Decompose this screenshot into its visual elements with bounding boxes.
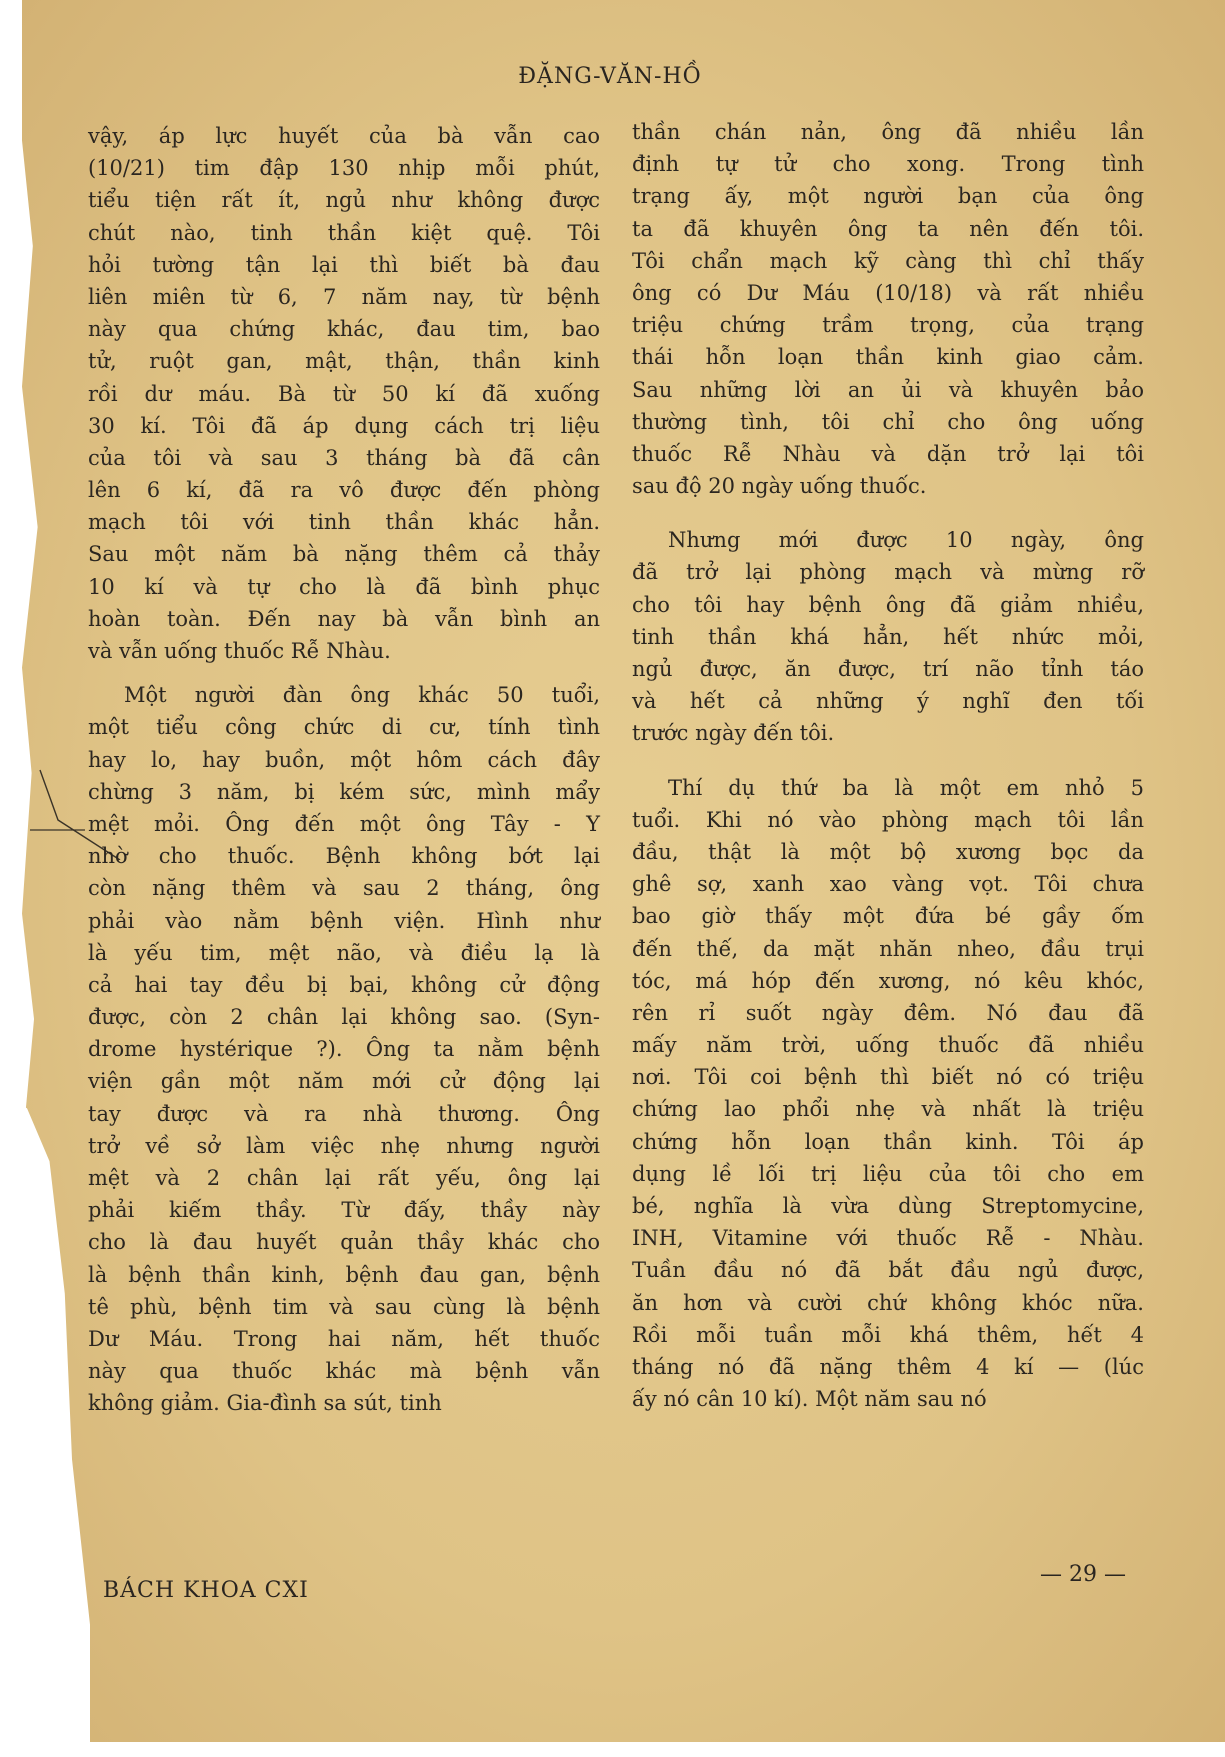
paragraph: [88, 120, 600, 667]
text-line: viện gần một năm mới cử động lại: [88, 1069, 600, 1094]
text-line: Thí dụ thứ ba là một em nhỏ 5: [668, 775, 1144, 800]
left-column: [88, 120, 600, 1420]
text-line: ghê sợ, xanh xao vàng vọt. Tôi chưa: [632, 872, 1144, 897]
right-column: [632, 116, 1144, 1415]
text-line: tinh thần khá hẳn, hết nhức mỏi,: [632, 624, 1144, 649]
paragraph: [88, 679, 600, 1419]
text-line: mấy năm trời, uống thuốc đã nhiều: [632, 1033, 1144, 1058]
text-line: ông có Dư Máu (10/18) và rất nhiều: [632, 280, 1144, 305]
text-line: Tôi chẩn mạch kỹ càng thì chỉ thấy: [632, 248, 1144, 273]
running-header: ĐẶNG-VĂN-HỒ: [518, 64, 702, 89]
text-line: INH, Vitamine với thuốc Rễ - Nhàu.: [632, 1226, 1144, 1251]
magazine-footer: BÁCH KHOA CXI: [103, 1578, 309, 1603]
text-line: Dư Máu. Trong hai năm, hết thuốc: [88, 1326, 600, 1351]
text-line: nơi. Tôi coi bệnh thì biết nó có triệu: [632, 1065, 1144, 1090]
paragraph: [632, 524, 1144, 749]
page-bottom-edge: [90, 1742, 1225, 1757]
text-line: chừng 3 năm, bị kém sức, mình mẩy: [88, 779, 600, 804]
text-line: này qua chứng khác, đau tim, bao: [88, 317, 600, 342]
text-line: một tiểu công chức di cư, tính tình: [88, 715, 600, 740]
text-line: hoàn toàn. Đến nay bà vẫn bình an: [88, 606, 600, 631]
text-line: rên rỉ suốt ngày đêm. Nó đau đã: [632, 1000, 1144, 1025]
text-line: cho là đau huyết quản thầy khác cho: [88, 1230, 600, 1255]
text-line: còn nặng thêm và sau 2 tháng, ông: [88, 876, 600, 901]
text-line: Rồi mỗi tuần mỗi khá thêm, hết 4: [632, 1322, 1144, 1347]
text-line: mạch tôi với tinh thần khác hẳn.: [88, 510, 600, 535]
text-line: chút nào, tinh thần kiệt quệ. Tôi: [88, 220, 600, 245]
text-line: dụng lề lối trị liệu của tôi cho em: [632, 1161, 1144, 1186]
paragraph: [632, 772, 1144, 1416]
text-line: đầu, thật là một bộ xương bọc da: [632, 839, 1144, 864]
text-line: thần chán nản, ông đã nhiều lần: [632, 120, 1144, 144]
text-line: không giảm. Gia-đình sa sút, tinh: [88, 1391, 442, 1416]
text-line: Sau một năm bà nặng thêm cả thảy: [88, 542, 600, 567]
text-line: ăn hơn và cười chứ không khóc nữa.: [632, 1290, 1144, 1315]
text-line: tuổi. Khi nó vào phòng mạch tôi lần: [632, 807, 1144, 832]
text-line: ấy nó cân 10 kí). Một năm sau nó: [632, 1387, 987, 1412]
text-line: được, còn 2 chân lại không sao. (Syn-: [88, 1005, 600, 1030]
text-line: và hết cả những ý nghĩ đen tối: [632, 689, 1144, 714]
text-line: Tuần đầu nó đã bắt đầu ngủ được,: [632, 1258, 1144, 1283]
text-line: chứng hỗn loạn thần kinh. Tôi áp: [632, 1129, 1144, 1154]
text-line: Sau những lời an ủi và khuyên bảo: [632, 377, 1144, 402]
text-line: là yếu tim, mệt não, và điều lạ là: [88, 940, 600, 965]
text-line: hay lo, hay buồn, một hôm cách đây: [88, 747, 600, 772]
text-line: tay được và ra nhà thương. Ông: [88, 1101, 600, 1126]
text-line: cả hai tay đều bị bại, không cử động: [88, 972, 600, 997]
text-line: sau độ 20 ngày uống thuốc.: [632, 474, 927, 499]
text-line: tê phù, bệnh tim và sau cùng là bệnh: [88, 1294, 600, 1319]
text-line: và vẫn uống thuốc Rễ Nhàu.: [88, 639, 391, 663]
text-line: phải kiếm thầy. Từ đấy, thầy này: [88, 1198, 600, 1223]
text-line: liên miên từ 6, 7 năm nay, từ bệnh: [88, 284, 600, 309]
paragraph-gap: [632, 750, 1144, 772]
paragraph-gap: [88, 667, 600, 679]
text-line: 30 kí. Tôi đã áp dụng cách trị liệu: [88, 413, 600, 438]
text-line: rồi dư máu. Bà từ 50 kí đã xuống: [88, 381, 600, 406]
text-line: phải vào nằm bệnh viện. Hình như: [88, 908, 600, 933]
text-line: trở về sở làm việc nhẹ nhưng người: [88, 1133, 600, 1158]
text-line: đã trở lại phòng mạch và mừng rỡ: [632, 560, 1144, 585]
text-line: tóc, má hóp đến xương, nó kêu khóc,: [632, 968, 1144, 993]
text-line: thường tình, tôi chỉ cho ông uống: [632, 409, 1144, 434]
text-line: lên 6 kí, đã ra vô được đến phòng: [88, 478, 600, 503]
text-line: ta đã khuyên ông ta nên đến tôi.: [632, 216, 1144, 241]
text-line: định tự tử cho xong. Trong tình: [632, 152, 1144, 177]
text-line: đến thế, da mặt nhăn nheo, đầu trụi: [632, 936, 1144, 961]
text-line: nhờ cho thuốc. Bệnh không bớt lại: [88, 844, 600, 869]
text-line: cho tôi hay bệnh ông đã giảm nhiều,: [632, 592, 1144, 617]
text-line: hỏi tường tận lại thì biết bà đau: [88, 252, 600, 277]
text-line: mệt mỏi. Ông đến một ông Tây - Y: [88, 811, 600, 836]
text-line: tháng nó đã nặng thêm 4 kí — (lúc: [632, 1354, 1144, 1379]
paragraph: [632, 116, 1144, 502]
text-line: ngủ được, ăn được, trí não tỉnh táo: [632, 657, 1144, 681]
text-line: vậy, áp lực huyết của bà vẫn cao: [88, 124, 600, 148]
text-line: 10 kí và tự cho là đã bình phục: [88, 574, 600, 599]
text-line: trạng ấy, một người bạn của ông: [632, 184, 1144, 209]
text-line: triệu chứng trầm trọng, của trạng: [632, 313, 1144, 338]
text-line: bao giờ thấy một đứa bé gầy ốm: [632, 904, 1144, 929]
text-line: drome hystérique ?). Ông ta nằm bệnh: [88, 1037, 600, 1062]
text-line: Nhưng mới được 10 ngày, ông: [668, 528, 1144, 553]
text-line: (10/21) tim đập 130 nhịp mỗi phút,: [88, 156, 600, 181]
text-line: này qua thuốc khác mà bệnh vẫn: [88, 1359, 600, 1384]
text-line: Một người đàn ông khác 50 tuổi,: [124, 683, 600, 708]
text-line: là bệnh thần kinh, bệnh đau gan, bệnh: [88, 1262, 600, 1287]
text-line: trước ngày đến tôi.: [632, 721, 835, 746]
text-line: thuốc Rễ Nhàu và dặn trở lại tôi: [632, 441, 1144, 466]
text-line: tử, ruột gan, mật, thận, thần kinh: [88, 349, 600, 374]
paragraph-gap: [632, 502, 1144, 524]
text-line: chứng lao phổi nhẹ và nhất là triệu: [632, 1097, 1144, 1122]
page-number: — 29 —: [1040, 1562, 1126, 1587]
text-line: mệt và 2 chân lại rất yếu, ông lại: [88, 1166, 600, 1190]
text-line: thái hỗn loạn thần kinh giao cảm.: [632, 345, 1144, 370]
text-line: của tôi và sau 3 tháng bà đã cân: [88, 445, 600, 470]
text-line: tiểu tiện rất ít, ngủ như không được: [88, 188, 600, 213]
text-line: bé, nghĩa là vừa dùng Streptomycine,: [632, 1194, 1144, 1218]
